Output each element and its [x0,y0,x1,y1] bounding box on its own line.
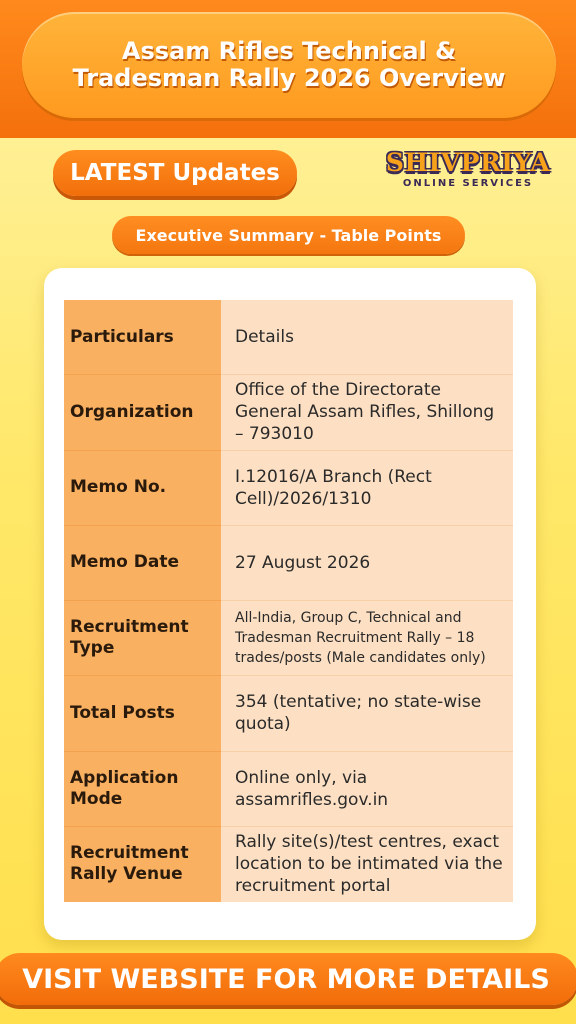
summary-table [64,300,513,902]
row-label: Application Mode [64,752,221,827]
row-value: Office of the Directorate General Assam Rifles, Shillong – 793010 [221,375,513,450]
visit-website-button[interactable]: VISIT WEBSITE FOR MORE DETAILS [0,953,576,1005]
table-header-value: Details [221,300,513,375]
row-value: All-India, Group C, Technical and Tradesman Recruitment Rally – 18 trades/posts (Male candidates only) [221,601,513,676]
table-row [64,526,513,601]
title-banner [22,12,556,118]
title-line-2: Tradesman Rally 2026 Overview [72,64,506,92]
section-label: Executive Summary - Table Points [112,216,465,254]
table-row [64,375,513,450]
table-row [64,752,513,827]
row-value: 27 August 2026 [221,526,513,601]
logo-name: SHIVPRIYA [385,148,551,177]
row-label: Total Posts [64,676,221,751]
row-label: Organization [64,375,221,450]
shivpriya-logo [384,148,552,196]
row-label: Memo Date [64,526,221,601]
title-line-1: Assam Rifles Technical & [121,37,457,65]
row-value: 354 (tentative; no state-wise quota) [221,676,513,751]
row-value: Rally site(s)/test centres, exact location to be intimated via the recruitment portal [221,827,513,902]
logo-tagline: ONLINE SERVICES [402,178,534,189]
row-value: Online only, via assamrifles.gov.in [221,752,513,827]
table-row [64,451,513,526]
row-label: Memo No. [64,451,221,526]
latest-updates-button[interactable]: LATEST Updates [53,150,297,196]
page-title [73,38,506,92]
header-band [0,0,576,138]
table-row [64,601,513,676]
table-header-row [64,300,513,375]
row-label: Recruitment Rally Venue [64,827,221,902]
row-label: Recruitment Type [64,601,221,676]
row-value: I.12016/A Branch (Rect Cell)/2026/1310 [221,451,513,526]
table-row [64,676,513,751]
table-header-label: Particulars [64,300,221,375]
table-row [64,827,513,902]
